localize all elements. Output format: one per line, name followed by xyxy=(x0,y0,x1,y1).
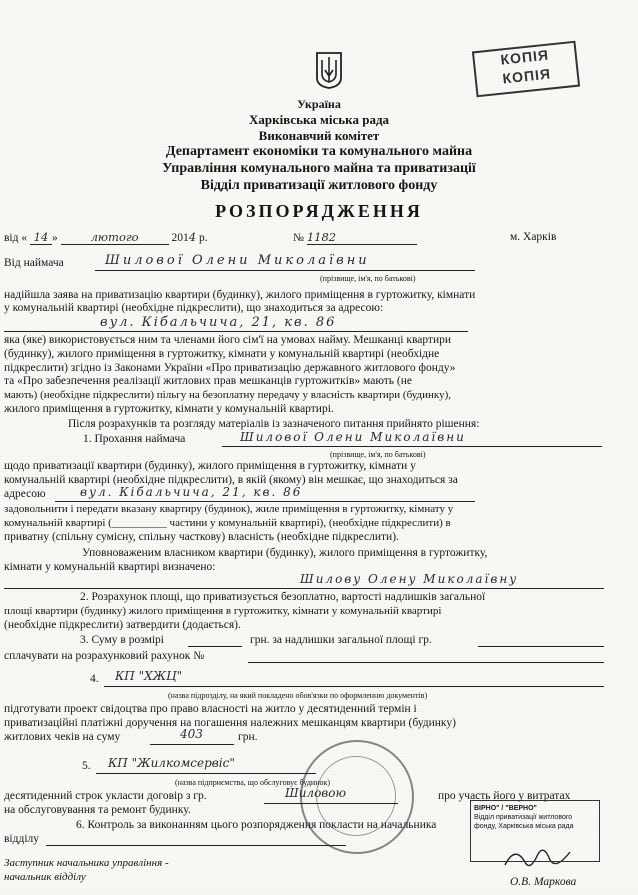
cheque-sum-unit: грн. xyxy=(238,731,258,743)
point-3-mid: грн. за надлишки загальної площі гр. xyxy=(250,634,432,646)
verified-stamp: ВІРНО" / "ВЕРНО" Відділ приватизації житлового фонду, Харківська міська рада xyxy=(470,800,600,862)
point-5-handwritten: КП "Жилкомсервіс" xyxy=(108,756,235,770)
signatory-title-2: начальник відділу xyxy=(4,871,86,883)
body-line-15: задовольнити і передати вказану квартиру (будинок), жиле приміщення в гуртожитку, кімнату у xyxy=(4,503,454,515)
cheque-sum-handwritten: 403 xyxy=(180,727,203,741)
body-line-14-label: адресою xyxy=(4,488,46,500)
header-country: Україна xyxy=(297,97,341,111)
body-line-5: (будинку), жилого приміщення в гуртожитку, кімнати у комунальній квартирі (необхідне xyxy=(4,348,440,360)
copy-stamp: КОПІЯ КОПІЯ xyxy=(472,41,580,98)
address-handwritten: вул. Кібальчича, 21, кв. 86 xyxy=(100,315,337,330)
body-line-19: кімнати у комунальній квартирі визначено: xyxy=(4,561,216,573)
body-line-7: та «Про забезпечення реалізації житлових прав мешканців гуртожитків» мають (не xyxy=(4,375,412,387)
address-underline xyxy=(4,331,468,332)
employer-name: Шилової Олени Миколаївни xyxy=(105,253,370,268)
point-5-caption: (назва підприємства, що обслуговує будинок) xyxy=(175,778,331,787)
document-number: № 1182 xyxy=(293,231,417,245)
header-department: Департамент економіки та комунального майна xyxy=(165,144,473,159)
point-2-line-a: 2. Розрахунок площі, що приватизується безоплатно, вартості надлишків загальної xyxy=(80,591,486,603)
body-line-13: комунальній квартирі (необхідне підкреслити), в якій (якому) він мешкає, що знаходиться за xyxy=(4,474,458,486)
sum-underline xyxy=(188,646,242,647)
division-underline xyxy=(46,845,346,846)
point-1-label: 1. Прохання наймача xyxy=(83,433,186,445)
point-5-number: 5. xyxy=(82,760,91,772)
header-council: Харківська міська рада xyxy=(248,112,390,127)
header-division: Відділ приватизації житлового фонду xyxy=(200,178,438,193)
body-line-10: Після розрахунків та розгляду матеріалів із зазначеного питання прийнято рішення: xyxy=(68,418,480,430)
body-line-29-label: житлових чеків на суму xyxy=(4,731,121,743)
cheque-sum-underline xyxy=(150,744,234,745)
header-committee: Виконавчий комітет xyxy=(258,128,380,143)
city: м. Харків xyxy=(510,231,557,243)
body-line-4: яка (яке) використовується ним та членами його сім'ї на умовах найму. Мешканці квартири xyxy=(4,334,452,346)
body-line-8: мають) (необхідне підкреслити) пільгу на безоплатну передачу у власність квартири (будинку), xyxy=(4,389,452,401)
point-4-underline xyxy=(104,686,604,687)
round-seal xyxy=(300,740,414,854)
account-underline xyxy=(248,662,604,663)
point-4-caption: (назва підрозділу, на який покладено обов'язки по оформленню документів) xyxy=(168,691,428,700)
signatory-name: О.В. Маркова xyxy=(510,876,577,888)
body-line-1: надійшла заява на приватизацію квартири (будинку), жилого приміщення в гуртожитку, кімнати xyxy=(4,289,476,301)
body-line-2: у комунальній квартирі (необхідне підкреслити), що знаходиться за адресою: xyxy=(4,302,384,314)
point-4-handwritten: КП "ХЖЦ" xyxy=(115,669,183,683)
citizen-underline xyxy=(478,646,604,647)
body-line-27: підготувати проект свідоцтва про право власності на житло у десятиденний термін і xyxy=(4,703,417,715)
point-2-line-c: (необхідне підкреслити) затвердити (додається). xyxy=(4,619,241,631)
body-line-31: десятиденний строк укласти договір з гр. xyxy=(4,790,207,802)
point-1-name: Шилової Олени Миколаївни xyxy=(240,430,466,444)
body-line-9: жилого приміщення в гуртожитку, кімнати у комунальній квартирі. xyxy=(4,403,334,415)
point-3-line-2: сплачувати на розрахунковий рахунок № xyxy=(4,650,205,662)
address-2-underline xyxy=(55,501,475,502)
body-line-28: приватизаційні платіжні доручення на погашення належних мешканцям квартири (будинку) xyxy=(4,717,456,729)
point-1-underline xyxy=(222,446,602,447)
contract-handwritten: Шиловою xyxy=(285,786,347,800)
body-line-18: Уповноваженим власником квартири (будинку), жилого приміщення в гуртожитку, xyxy=(82,547,488,559)
point-4-number: 4. xyxy=(90,673,99,685)
point-5-underline xyxy=(96,773,316,774)
dateline: від « 14 » лютого 2014 р. xyxy=(4,230,208,244)
trident-emblem-icon xyxy=(314,50,344,90)
owner-underline xyxy=(4,588,604,589)
point-6: 6. Контроль за виконанням цього розпорядження покласти на начальника xyxy=(76,819,437,831)
body-line-17: приватну (спільну сумісну, спільну часткову) власність (необхідне підкреслити). xyxy=(4,531,399,543)
body-line-32: на обслуговування та ремонт будинку. xyxy=(4,804,191,816)
document-title: РОЗПОРЯДЖЕННЯ xyxy=(215,201,423,221)
from-employer-label: Від наймача xyxy=(4,257,64,269)
body-line-31-tail: про участь його у витратах xyxy=(438,790,571,802)
body-line-16: комунальній квартирі (__________ частини у комунальній квартирі), (необхідне підкреслити) в xyxy=(4,517,451,529)
point-2-line-b: площі квартири (будинку) жилого приміщення в гуртожитку, кімнати у комунальній квартирі xyxy=(4,605,442,617)
point-3-label: 3. Суму в розмірі xyxy=(80,634,164,646)
body-line-12: щодо приватизації квартири (будинку), жилого приміщення в гуртожитку, кімнати у xyxy=(4,460,416,472)
pib-caption-1: (прізвище, ім'я, по батькові) xyxy=(320,274,416,283)
header-directorate: Управління комунального майна та приватизації xyxy=(162,161,476,176)
point-6-division-label: відділу xyxy=(4,833,40,845)
address-2-handwritten: вул. Кібальчича, 21, кв. 86 xyxy=(80,485,303,499)
owner-handwritten: Шилову Олену Миколаївну xyxy=(300,572,519,586)
signatory-title-1: Заступник начальника управління - xyxy=(4,857,169,869)
pib-caption-2: (прізвище, ім'я, по батькові) xyxy=(330,450,426,459)
body-line-6: підкреслити) згідно із Законами України «Про приватизацію державного житлового фонду» xyxy=(4,362,456,374)
employer-name-underline xyxy=(95,270,475,271)
